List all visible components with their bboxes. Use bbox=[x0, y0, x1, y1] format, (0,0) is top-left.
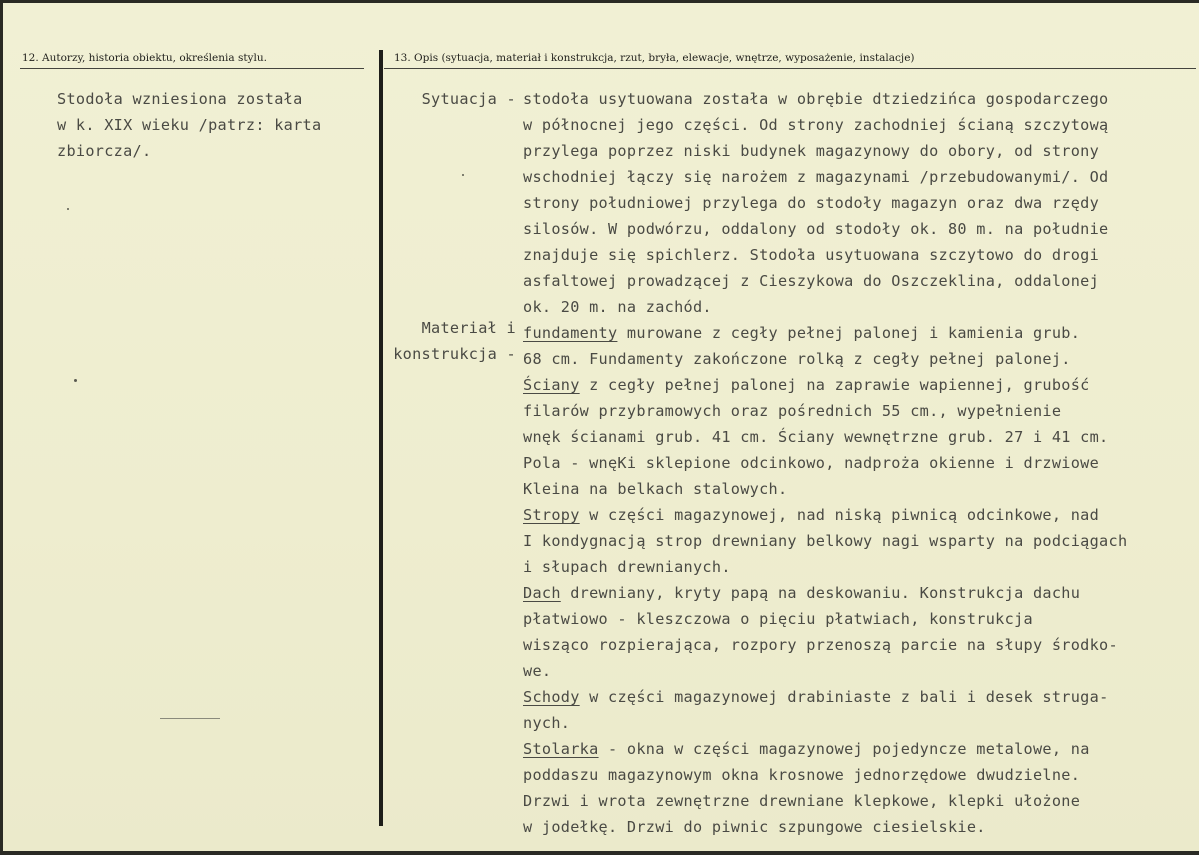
column-divider bbox=[379, 50, 383, 826]
label-material-line2: konstrukcja - bbox=[393, 345, 516, 363]
sciany-line bbox=[523, 372, 1127, 398]
sytuacja-line: przylega poprzez niski budynek magazynowy do obory, od strony bbox=[523, 142, 1100, 160]
scan-speck bbox=[74, 379, 77, 382]
fundamenty-line: 68 cm. Fundamenty zakończone rolką z cegły pełnej palonej. bbox=[523, 350, 1071, 368]
frame-left-border bbox=[0, 0, 3, 855]
sytuacja-line: wschodniej łączy się narożem z magazynami /przebudowanymi/. Od bbox=[523, 168, 1109, 186]
frame-bottom-border bbox=[0, 851, 1199, 855]
dach-line: we. bbox=[523, 662, 552, 680]
history-line: Stodoła wzniesiona została bbox=[57, 90, 303, 108]
sciany-heading: Ściany bbox=[523, 376, 580, 394]
sytuacja-line: stodoła usytuowana została w obrębie dtziedzińca gospodarczego bbox=[523, 90, 1109, 108]
fundamenty-line bbox=[523, 320, 1127, 346]
header-rule-left bbox=[20, 68, 364, 69]
stolarka-line: poddaszu magazynowym okna krosnowe jednorzędowe dwudzielne. bbox=[523, 766, 1081, 784]
scan-dash-mark bbox=[160, 718, 220, 719]
history-line: zbiorcza/. bbox=[57, 142, 152, 160]
stolarka-line: Drzwi i wrota zewnętrzne drewniane klepkowe, klepki ułożone bbox=[523, 792, 1081, 810]
stropy-line bbox=[523, 502, 1127, 528]
scan-speck bbox=[67, 208, 69, 210]
stolarka-block bbox=[523, 736, 1127, 840]
dach-line: wisząco rozpierająca, rozpory przenoszą parcie na słupy środko- bbox=[523, 636, 1118, 654]
sciany-line: Kleina na belkach stalowych. bbox=[523, 480, 788, 498]
dach-heading: Dach bbox=[523, 584, 561, 602]
sytuacja-line: asfaltowej prowadzącej z Cieszykowa do Oszczeklina, oddalonej bbox=[523, 272, 1100, 290]
sytuacja-line: silosów. W podwórzu, oddalony od stodoły ok. 80 m. na południe bbox=[523, 220, 1109, 238]
label-sytuacja: Sytuacja - bbox=[421, 90, 516, 108]
dach-text: drewniany, kryty papą na deskowaniu. Konstrukcja dachu bbox=[560, 584, 1081, 602]
sciany-line: filarów przybramowych oraz pośrednich 55 cm., wypełnienie bbox=[523, 402, 1062, 420]
dach-line bbox=[523, 580, 1127, 606]
fundamenty-heading: fundamenty bbox=[523, 324, 618, 342]
description-body bbox=[523, 86, 1127, 840]
stropy-line: I kondygnacją strop drewniany belkowy nagi wsparty na podciągach bbox=[523, 532, 1128, 550]
stropy-block bbox=[523, 502, 1127, 580]
header-rule-right bbox=[384, 68, 1196, 69]
stolarka-text: - okna w części magazynowej pojedyncze metalowe, na bbox=[598, 740, 1090, 758]
stropy-text: w części magazynowej, nad niską piwnicą odcinkowe, nad bbox=[579, 506, 1100, 524]
stropy-heading: Stropy bbox=[523, 506, 580, 524]
sytuacja-line: w północnej jego części. Od strony zachodniej ścianą szczytową bbox=[523, 116, 1109, 134]
sytuacja-line: znajduje się spichlerz. Stodoła usytuowana szczytowo do drogi bbox=[523, 246, 1100, 264]
fundamenty-text: murowane z cegły pełnej palonej i kamienia grub. bbox=[617, 324, 1081, 342]
dach-block bbox=[523, 580, 1127, 684]
sciany-text: z cegły pełnej palonej na zaprawie wapiennej, grubość bbox=[579, 376, 1090, 394]
sytuacja-block bbox=[523, 86, 1127, 320]
schody-block bbox=[523, 684, 1127, 736]
stolarka-heading: Stolarka bbox=[523, 740, 599, 758]
stolarka-line bbox=[523, 736, 1127, 762]
label-material-line1: Materiał i bbox=[421, 319, 516, 337]
stropy-line: i słupach drewnianych. bbox=[523, 558, 731, 576]
history-text bbox=[57, 86, 321, 164]
schody-text: w części magazynowej drabiniaste z bali i desek struga- bbox=[579, 688, 1109, 706]
schody-line: nych. bbox=[523, 714, 571, 732]
fundamenty-block bbox=[523, 320, 1127, 372]
history-line: w k. XIX wieku /patrz: karta bbox=[57, 116, 322, 134]
schody-line bbox=[523, 684, 1127, 710]
sciany-line: wnęk ścianami grub. 41 cm. Ściany wewnętrzne grub. 27 i 41 cm. bbox=[523, 428, 1109, 446]
section-12-header: 12. Autorzy, historia obiektu, określenia stylu. bbox=[22, 52, 267, 64]
sciany-line: Pola - wnęKi sklepione odcinkowo, nadproża okienne i drzwiowe bbox=[523, 454, 1100, 472]
dach-line: płatwiowo - kleszczowa o pięciu płatwiach, konstrukcja bbox=[523, 610, 1033, 628]
label-material-konstrukcja bbox=[380, 315, 516, 367]
scan-speck bbox=[462, 174, 464, 176]
section-13-header: 13. Opis (sytuacja, materiał i konstrukcja, rzut, bryła, elewacje, wnętrze, wyposażenie, instalacje) bbox=[394, 52, 915, 64]
stolarka-line: w jodełkę. Drzwi do piwnic szpungowe ciesielskie. bbox=[523, 818, 986, 836]
schody-heading: Schody bbox=[523, 688, 580, 706]
sytuacja-line: strony południowej przylega do stodoły magazyn oraz dwa rzędy bbox=[523, 194, 1100, 212]
sytuacja-line: ok. 20 m. na zachód. bbox=[523, 298, 712, 316]
frame-top-border bbox=[0, 0, 1199, 3]
sciany-block bbox=[523, 372, 1127, 502]
